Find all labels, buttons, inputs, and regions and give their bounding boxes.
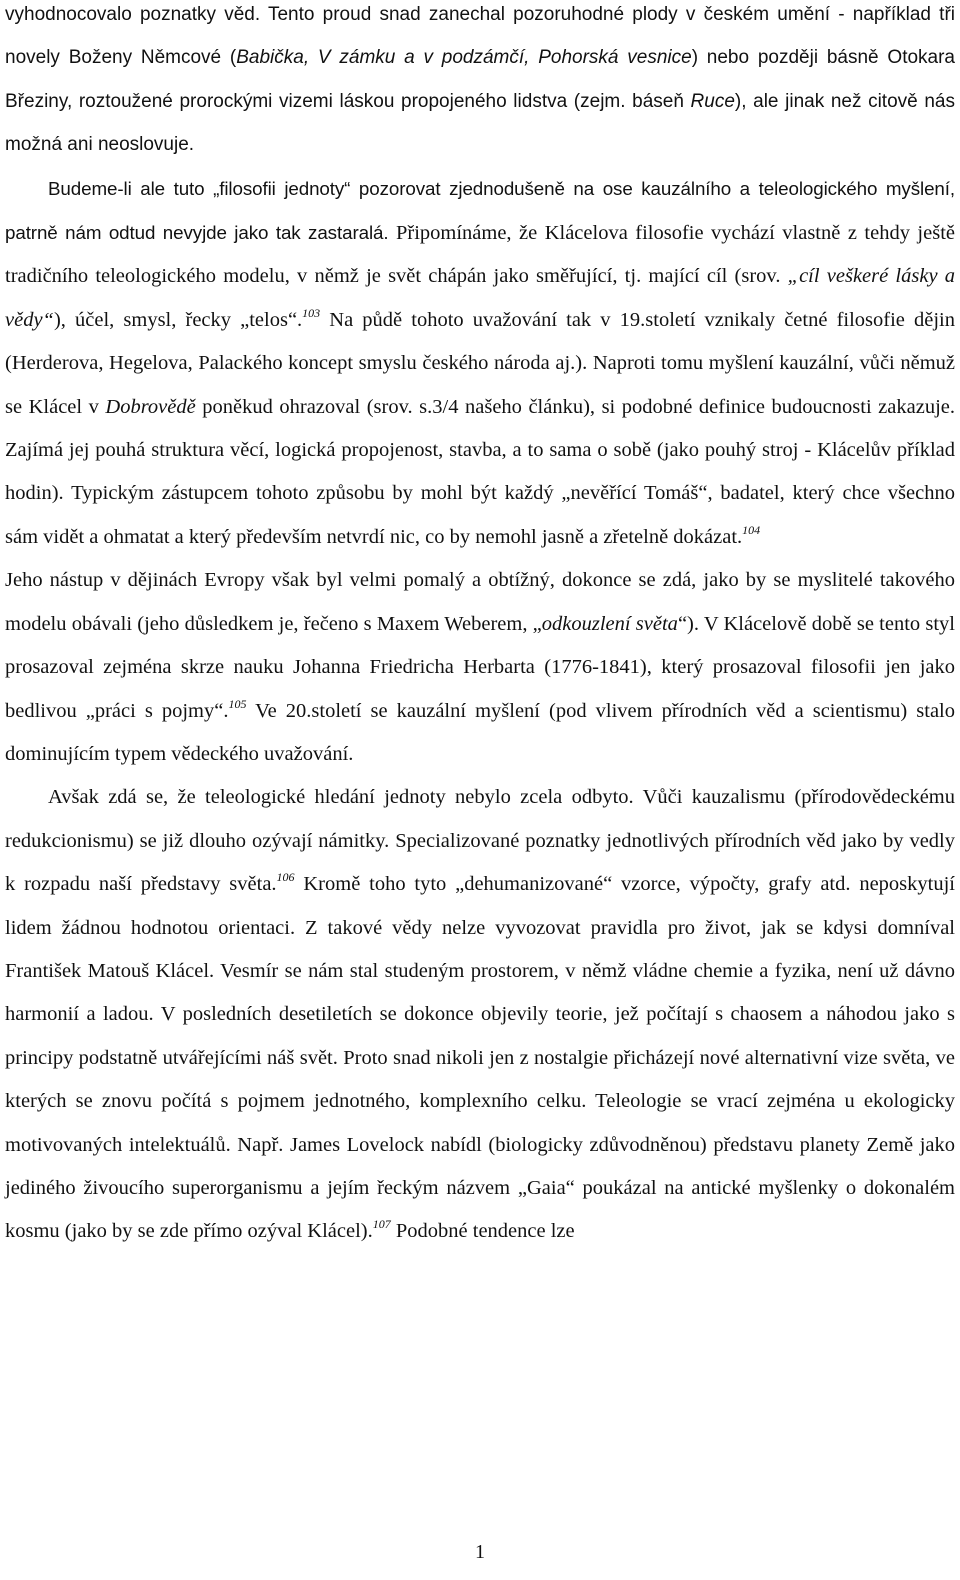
text-run: ) nebo později básně Otokara Březiny, roztoužené prorockými vizemi láskou propojeného lidstva (zejm. báseň (5, 47, 955, 112)
document-page (5, 0, 955, 1254)
paragraph-continuation (5, 0, 955, 167)
text-run: ), ale jinak než citově nás možná ani neoslovuje. (5, 90, 955, 156)
italic-book-title: Dobrovědě (105, 395, 196, 418)
text-run: ), účel, smysl, řecky „telos“. (53, 308, 303, 331)
paragraph-causal-teleological (5, 167, 955, 777)
footnote-ref-106[interactable]: 106 (276, 870, 295, 885)
footnote-ref-103[interactable]: 103 (302, 305, 321, 320)
italic-quote: odkouzlení světa (541, 612, 678, 635)
text-run: Připomínáme, že Klácelova filosofie vychází vlastně z tehdy ještě tradičního teleologického modelu, v němž je svět chápán jako směřující, tj. mající cíl (srov. (5, 222, 955, 288)
text-run: Podobné tendence lze (390, 1220, 575, 1243)
italic-novel-titles: Babička, V zámku a v podzámčí, Pohorská vesnice (236, 47, 692, 69)
text-run: poněkud ohrazoval (srov. s.3/4 našeho článku), si podobné definice budoucnosti zakazuje. Zajímá jej pouhá struktura věcí, logická propojenost, stavba, a to sama o sobě (jako pouhý stroj - Klácelův příklad hodin). Typickým zástupcem tohoto způsobu by mohl být každý „nevěřící Tomáš“, badatel, který chce všechno sám vidět a ohmatat a který především netvrdí nic, co by nemohl jasně a zřetelně dokázat. (5, 395, 955, 548)
text-run: Kromě toho tyto „dehumanizované“ vzorce, výpočty, grafy atd. neposkytují lidem žádnou hodnotou orientaci. Z takové vědy nelze vyvozovat pravidla pro život, jak se kdysi domníval František Matouš Klácel. Vesmír se nám stal studeným prostorem, v němž vládne chemie a fyzika, není už dávno harmonií a ladou. V posledních desetiletích se dokonce objevily teorie, jež počítají s chaosem a náhodou jako s principy podstatně utvářejícími náš svět. Proto snad nikoli jen z nostalgie přicházejí nové alternativní vize světa, ve kterých se znovu počítá s pojmem jednotného, komplexního celku. Teleologie se vrací zejména u ekologicky motivovaných intelektuálů. Např. James Lovelock nabídl (biologicky zdůvodněnou) představu planety Země jako jediného živoucího superorganismu a jejím řeckým názvem „Gaia“ poukázal na antické myšlenky o dokonalém kosmu (jako by se zde přímo ozýval Klácel). (5, 873, 955, 1243)
text-run: “). V Klácelově době se tento styl prosazoval zejména skrze nauku Johanna Friedricha Herbarta (1776-1841), který prosazoval filosofii jen jako bedlivou „práci s pojmy“. (5, 612, 955, 722)
text-run: Jeho nástup v dějinách Evropy však byl velmi pomalý a obtížný, dokonce se zdá, jako by se myslitelé takového modelu obávali (jeho důsledkem je, řečeno s Maxem Weberem, „ (5, 569, 955, 635)
text-run: Avšak zdá se, že teleologické hledání jednoty nebylo zcela odbyto. Vůči kauzalismu (přírodovědeckému redukcionismu) se již dlouho ozývají námitky. Specializované poznatky jednotlivých přírodních věd jako by vedly k rozpadu naší představy světa. (5, 786, 955, 896)
text-run: Ve 20.století se kauzální myšlení (pod vlivem přírodních věd a scientismu) stalo dominujícím typem vědeckého uvažování. (5, 699, 955, 765)
footnote-ref-107[interactable]: 107 (372, 1217, 391, 1232)
page-number: 1 (475, 1541, 485, 1563)
text-run: Na půdě tohoto uvažování tak v 19.století vznikaly četné filosofie dějin (Herderova, Hegelova, Palackého koncept smyslu českého národa aj.). Naproti tomu myšlení kauzální, vůči němuž se Klácel v (5, 308, 955, 418)
footnote-ref-105[interactable]: 105 (228, 696, 247, 711)
italic-quote: „cíl veškeré lásky a vědy“ (5, 265, 956, 331)
text-run: Budeme-li ale tuto „filosofii jednoty“ pozorovat zjednodušeně na ose kauzálního a teleologického myšlení, patrně nám odtud nevyjde jako tak zastaralá. (5, 177, 955, 244)
footnote-ref-104[interactable]: 104 (742, 522, 761, 537)
paragraph-teleology-return (5, 776, 955, 1253)
italic-poem-title: Ruce (690, 90, 735, 112)
text-run: vyhodnocovalo poznatky věd. Tento proud snad zanechal pozoruhodné plody v českém umění - například tři novely Boženy Němcové ( (5, 4, 955, 69)
